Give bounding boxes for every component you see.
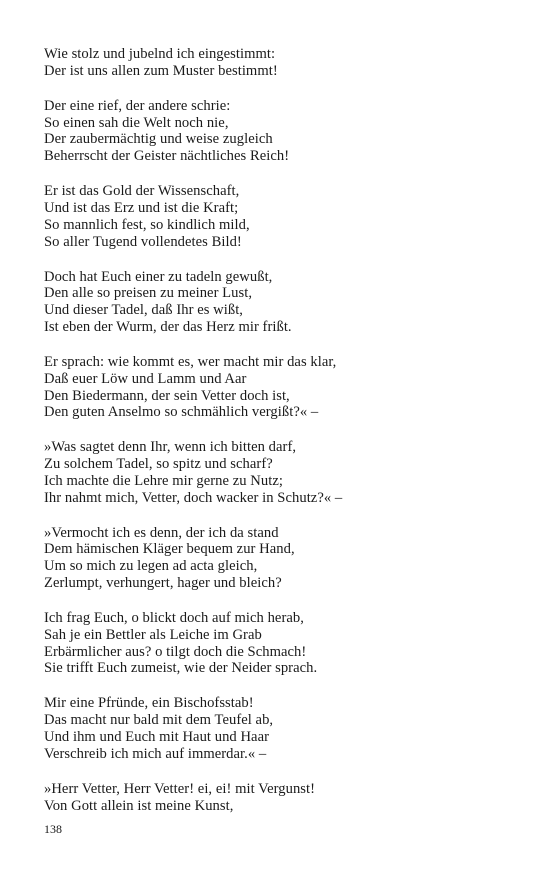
verse-line: Wie stolz und jubelnd ich eingestimmt: — [44, 46, 276, 62]
verse-line: Mir eine Pfründe, ein Bischofsstab! — [44, 695, 254, 712]
verse-line: Sie trifft Euch zumeist, wie der Neider sprach. — [44, 660, 318, 677]
verse-line: Er ist das Gold der Wissenschaft, — [44, 183, 240, 200]
poem-text — [44, 46, 524, 833]
verse-line: Den alle so preisen zu meiner Lust, — [44, 285, 253, 302]
stanza-7 — [44, 525, 524, 592]
verse-line: Und ihm und Euch mit Haut und Haar — [44, 729, 270, 745]
verse-line: Verschreib ich mich auf immerdar.« – — [44, 745, 267, 762]
verse-line: Erbärmlicher aus? o tilgt doch die Schmach! — [44, 643, 307, 660]
verse-line: Daß euer Löw und Lamm und Aar — [44, 370, 247, 387]
verse-line: Ist eben der Wurm, der das Herz mir frißt. — [44, 318, 292, 335]
stanza-9 — [44, 695, 524, 762]
verse-line: Er sprach: wie kommt es, wer macht mir das klar, — [44, 353, 337, 370]
verse-line: Und dieser Tadel, daß Ihr es wißt, — [44, 302, 243, 319]
verse-line: Ihr nahmt mich, Vetter, doch wacker in Schutz?« – — [44, 489, 343, 506]
verse-line: Dem hämischen Kläger bequem zur Hand, — [44, 541, 295, 558]
stanza-8 — [44, 610, 524, 677]
verse-line: »Vermocht ich es denn, der ich da stand — [44, 524, 279, 541]
stanza-6 — [44, 439, 524, 506]
stanza-2 — [44, 98, 524, 165]
verse-line: Beherrscht der Geister nächtliches Reich! — [44, 148, 290, 165]
verse-line: »Herr Vetter, Herr Vetter! ei, ei! mit Vergunst! — [44, 780, 316, 797]
verse-line: So aller Tugend vollendetes Bild! — [44, 233, 242, 250]
verse-line: Der ist uns allen zum Muster bestimmt! — [44, 62, 278, 79]
verse-line: Den guten Anselmo so schmählich vergißt?« – — [44, 404, 319, 421]
stanza-5 — [44, 354, 524, 421]
stanza-3 — [44, 183, 524, 250]
verse-line: Und ist das Erz und ist die Kraft; — [44, 199, 239, 216]
stanza-1 — [44, 46, 524, 80]
stanza-4 — [44, 269, 524, 336]
verse-line: Zerlumpt, verhungert, hager und bleich? — [44, 575, 282, 592]
verse-line: Doch hat Euch einer zu tadeln gewußt, — [44, 268, 273, 285]
stanza-10 — [44, 781, 524, 815]
verse-line: Der eine rief, der andere schrie: — [44, 97, 231, 114]
verse-line: Das macht nur bald mit dem Teufel ab, — [44, 712, 274, 729]
verse-line: So mannlich fest, so kindlich mild, — [44, 216, 250, 233]
verse-line: Von Gott allein ist meine Kunst, — [44, 797, 234, 814]
verse-line: Den Biedermann, der sein Vetter doch ist, — [44, 387, 290, 404]
verse-line: So einen sah die Welt noch nie, — [44, 114, 229, 131]
verse-line: Ich machte die Lehre mir gerne zu Nutz; — [44, 472, 283, 489]
verse-line: Um so mich zu legen ad acta gleich, — [44, 558, 258, 575]
verse-line: »Was sagtet denn Ihr, wenn ich bitten darf, — [44, 439, 297, 456]
verse-line: Zu solchem Tadel, so spitz und scharf? — [44, 456, 273, 473]
page-number: 138 — [44, 822, 62, 836]
verse-line: Der zaubermächtig und weise zugleich — [44, 131, 273, 148]
verse-line: Sah je ein Bettler als Leiche im Grab — [44, 626, 262, 643]
verse-line: Ich frag Euch, o blickt doch auf mich herab, — [44, 610, 304, 627]
